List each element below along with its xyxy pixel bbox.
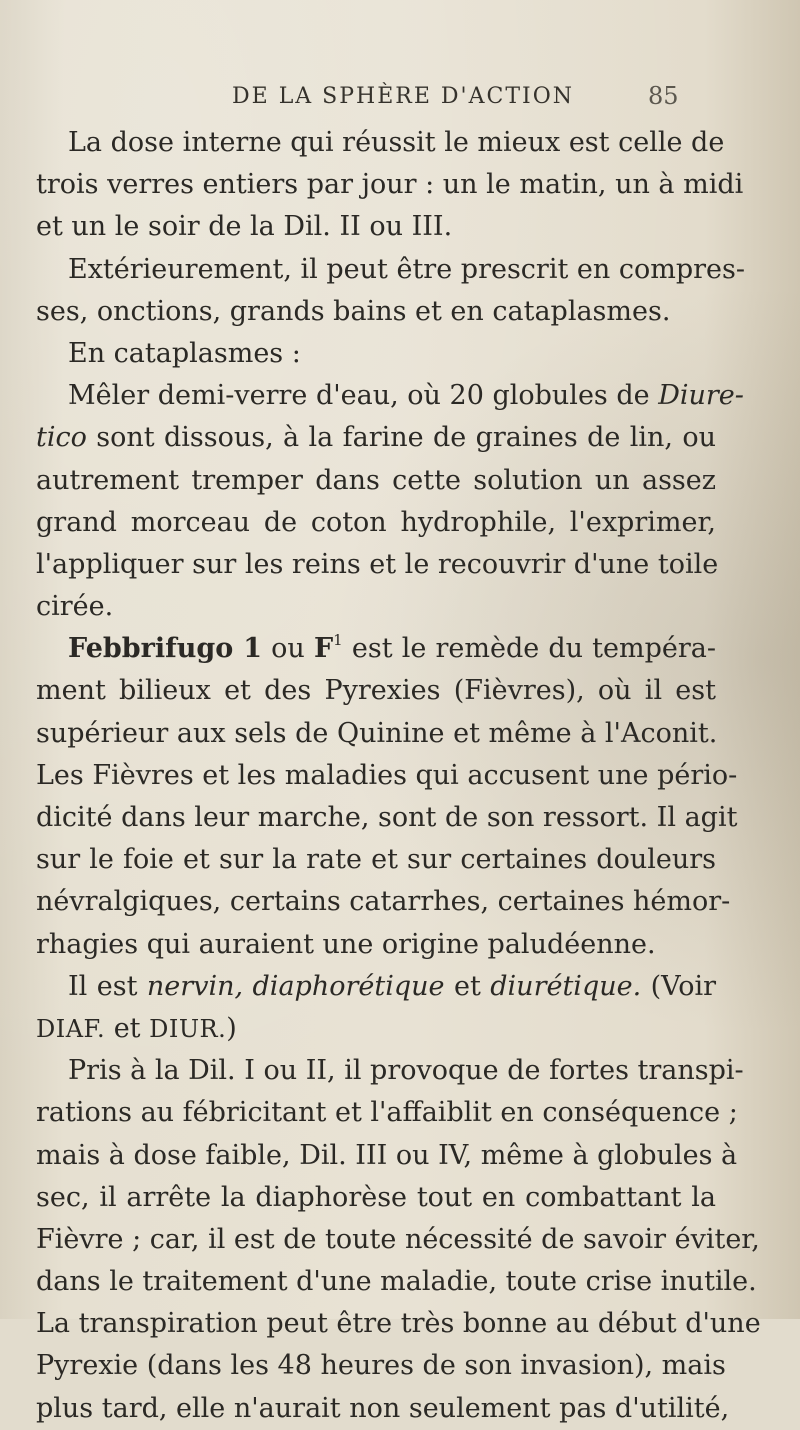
text-line: cirée. <box>36 591 114 623</box>
text-line: Pris à la Dil. I ou II, il provoque de fortes transpi- <box>68 1055 744 1087</box>
text-line: ses, onctions, grands bains et en cataplasmes. <box>36 295 671 327</box>
text-line: En cataplasmes : <box>68 337 301 369</box>
text-line: La dose interne qui réussit le mieux est celle de <box>68 127 725 158</box>
text-line: sec, il arrête la diaphorèse tout en combattant la <box>36 1181 716 1213</box>
body-text <box>36 122 761 1430</box>
text-line: plus tard, elle n'aurait non seulement pas d'utilité, <box>36 1392 730 1424</box>
text-line: Febbrifugo 1 ou $F^1$ est le remède du tempéra- <box>68 631 717 665</box>
text-line: névralgiques, certains catarrhes, certaines hémor- <box>36 886 731 918</box>
text-line: Il est nervin, diaphorétique et diurétique. (Voir <box>68 970 717 1002</box>
running-head <box>0 78 800 118</box>
text-line: trois verres entiers par jour : un le matin, un à midi <box>36 169 744 201</box>
text-line: dans le traitement d'une maladie, toute crise inutile. <box>36 1266 757 1298</box>
text-line: supérieur aux sels de Quinine et même à l'Aconit. <box>36 717 718 749</box>
text-line: Pyrexie (dans les 48 heures de son invasion), mais <box>36 1350 726 1382</box>
text-line: Extérieurement, il peut être prescrit en compres- <box>68 253 745 285</box>
page-number: 85 <box>648 82 679 110</box>
text-line: tico sont dissous, à la farine de graines de lin, ou <box>36 422 716 454</box>
text-line: DIAF. et DIUR.) <box>36 1012 237 1044</box>
text-line: La transpiration peut être très bonne au début d'une <box>36 1308 761 1340</box>
text-line: rhagies qui auraient une origine paludéenne. <box>36 928 656 960</box>
text-line: grand morceau de coton hydrophile, l'exprimer, <box>36 506 716 538</box>
text-line: sur le foie et sur la rate et sur certaines douleurs <box>36 844 716 876</box>
text-line: dicité dans leur marche, sont de son ressort. Il agit <box>36 802 738 833</box>
running-title: DE LA SPHÈRE D'ACTION <box>232 84 574 109</box>
text-line: rations au fébricitant et l'affaiblit en conséquence ; <box>36 1097 738 1129</box>
text-line: autrement tremper dans cette solution un assez <box>36 464 716 496</box>
text-line: et un le soir de la Dil. II ou III. <box>36 211 453 243</box>
text-line: Mêler demi-verre d'eau, où 20 globules de Diure- <box>68 380 744 412</box>
text-line: l'appliquer sur les reins et le recouvrir d'une toile <box>36 548 719 580</box>
text-line: ment bilieux et des Pyrexies (Fièvres), où il est <box>36 675 716 707</box>
text-line: mais à dose faible, Dil. III ou IV, même à globules à <box>36 1139 738 1171</box>
text-line: Les Fièvres et les maladies qui accusent une pério- <box>36 759 738 791</box>
text-line: Fièvre ; car, il est de toute nécessité de savoir éviter, <box>36 1223 760 1255</box>
